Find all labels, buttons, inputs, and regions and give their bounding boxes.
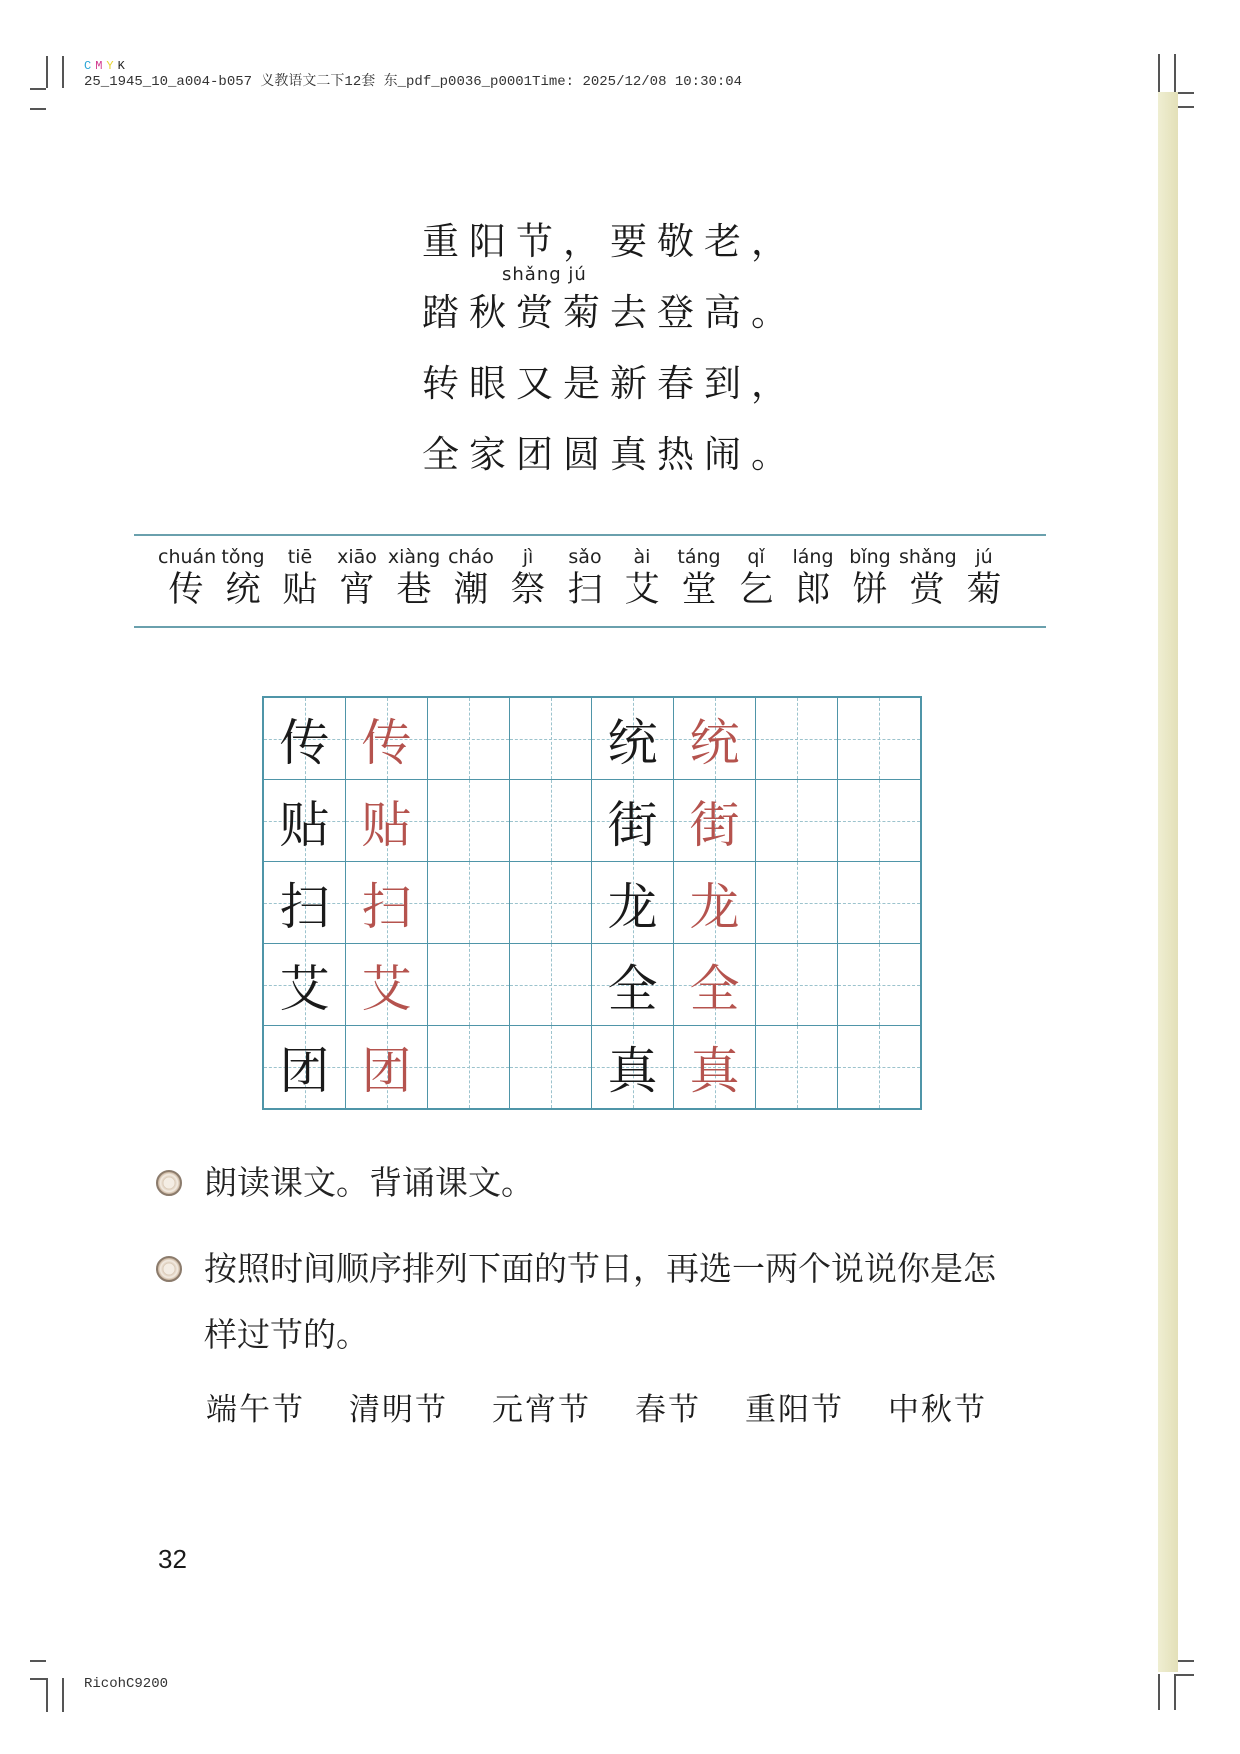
- vocab-item: [671, 546, 727, 612]
- grid-cell: [674, 862, 756, 944]
- grid-cell: [264, 698, 346, 780]
- cmyk-letter: M: [95, 59, 103, 73]
- vocab-item: [956, 546, 1012, 612]
- grid-cell: [838, 862, 920, 944]
- grid-cell: [346, 780, 428, 862]
- vocab-item: [443, 546, 499, 612]
- grid-cell: [756, 944, 838, 1026]
- grid-cell: [838, 698, 920, 780]
- vocab-item: [728, 546, 784, 612]
- festival-item: 元宵节: [492, 1392, 591, 1428]
- vocab-item: [329, 546, 385, 612]
- trace-character: 龙: [689, 877, 740, 936]
- crop-mark: [62, 56, 64, 88]
- vocab-character: 贴: [282, 570, 318, 610]
- vocab-character: 乞: [738, 570, 774, 610]
- vocab-item: [899, 546, 955, 612]
- vocab-item: [785, 546, 841, 612]
- trace-character: 艾: [361, 959, 412, 1018]
- model-character: 扫: [279, 877, 330, 936]
- grid-cell: [510, 698, 592, 780]
- grid-cell: [756, 698, 838, 780]
- vocab-item: [557, 546, 613, 612]
- cmyk-letter: C: [84, 59, 92, 73]
- grid-cell: [674, 944, 756, 1026]
- model-character: 统: [607, 713, 658, 772]
- model-character: 街: [607, 795, 658, 854]
- grid-cell: [428, 944, 510, 1026]
- grid-cell: [674, 780, 756, 862]
- trace-character: 传: [361, 713, 412, 772]
- grid-cell: [756, 862, 838, 944]
- grid-cell: [428, 698, 510, 780]
- poem-line: 重阳节，要敬老，: [422, 220, 798, 263]
- file-info: 25_1945_10_a004-b057 义教语文二下12套 东_pdf_p0036_p0001Time: 2025/12/08 10:30:04: [84, 74, 743, 90]
- crop-mark: [1174, 54, 1176, 92]
- vocab-item: [842, 546, 898, 612]
- vocab-character: 菊: [966, 570, 1002, 610]
- model-character: 艾: [279, 959, 330, 1018]
- vocab-pinyin: láng: [792, 546, 834, 568]
- trace-character: 真: [689, 1042, 740, 1100]
- grid-cell: [592, 780, 674, 862]
- vocab-pinyin: ài: [633, 546, 651, 568]
- crop-mark: [1174, 1674, 1176, 1710]
- writing-grid: [262, 696, 922, 1110]
- vocab-item: [215, 546, 271, 612]
- crop-mark: [46, 1678, 48, 1712]
- grid-cell: [592, 862, 674, 944]
- vocab-pinyin: sǎo: [568, 546, 602, 568]
- grid-cell: [510, 780, 592, 862]
- poem-pinyin-note: shǎng jú: [502, 264, 587, 285]
- grid-cell: [264, 944, 346, 1026]
- festival-item: 春节: [635, 1392, 701, 1428]
- grid-cell: [592, 944, 674, 1026]
- printer-footer: RicohC9200: [84, 1676, 169, 1692]
- crop-mark: [30, 1660, 46, 1662]
- grid-cell: [346, 698, 428, 780]
- poem-line: 全家团圆真热闹。: [422, 433, 798, 476]
- poem: [422, 212, 798, 496]
- crop-mark: [46, 56, 48, 88]
- grid-cell: [264, 1026, 346, 1108]
- grid-cell: [264, 780, 346, 862]
- vocab-character: 扫: [567, 570, 603, 610]
- crop-mark: [30, 88, 46, 90]
- exercise-2: [156, 1236, 1024, 1368]
- vocab-pinyin: jì: [522, 546, 534, 568]
- vocab-character: 统: [225, 570, 261, 610]
- grid-cell: [428, 780, 510, 862]
- grid-cell: [428, 1026, 510, 1108]
- page-edge-strip: [1158, 92, 1178, 1672]
- model-character: 传: [279, 713, 330, 772]
- vocab-character: 潮: [453, 570, 489, 610]
- festival-item: 中秋节: [888, 1392, 987, 1428]
- vocab-character: 堂: [681, 570, 717, 610]
- exercise-1: [156, 1150, 1024, 1216]
- crop-mark: [1158, 1674, 1160, 1710]
- festival-list: [206, 1384, 1031, 1429]
- trace-character: 团: [361, 1042, 412, 1100]
- grid-cell: [838, 1026, 920, 1108]
- poem-line: 转眼又是新春到，: [422, 362, 798, 405]
- grid-cell: [674, 698, 756, 780]
- cmyk-letter: Y: [106, 59, 114, 73]
- vocab-item: [500, 546, 556, 612]
- vocabulary-box: [134, 534, 1046, 628]
- poem-line: 踏秋赏菊去登高。: [422, 291, 798, 334]
- vocab-pinyin: táng: [677, 546, 721, 568]
- grid-cell: [592, 1026, 674, 1108]
- grid-cell: [346, 1026, 428, 1108]
- model-character: 龙: [607, 877, 658, 936]
- vocab-character: 艾: [624, 570, 660, 610]
- trace-character: 贴: [361, 795, 412, 854]
- crop-mark: [1174, 1674, 1194, 1676]
- vocab-item: [158, 546, 217, 612]
- crop-mark: [62, 1678, 64, 1712]
- vocab-character: 祭: [510, 570, 546, 610]
- exercise-text: 朗读课文。背诵课文。: [204, 1163, 534, 1202]
- grid-cell: [346, 862, 428, 944]
- vocab-pinyin: tǒng: [221, 546, 265, 568]
- vocab-item: [614, 546, 670, 612]
- grid-cell: [674, 1026, 756, 1108]
- exercise-icon: [156, 1256, 182, 1282]
- grid-cell: [838, 780, 920, 862]
- vocab-pinyin: qǐ: [747, 546, 765, 568]
- vocab-pinyin: xiàng: [387, 546, 441, 568]
- festival-item: 清明节: [349, 1392, 448, 1428]
- vocab-character: 赏: [909, 570, 945, 610]
- crop-mark: [30, 1678, 46, 1680]
- page-number: 32: [158, 1544, 187, 1574]
- trace-character: 街: [689, 795, 740, 854]
- vocab-pinyin: cháo: [448, 546, 494, 568]
- cmyk-marks: [84, 58, 742, 74]
- vocab-item: [272, 546, 328, 612]
- grid-cell: [510, 1026, 592, 1108]
- vocab-character: 郎: [795, 570, 831, 610]
- crop-mark: [30, 108, 46, 110]
- trace-character: 统: [689, 713, 740, 772]
- grid-cell: [510, 944, 592, 1026]
- grid-cell: [756, 1026, 838, 1108]
- model-character: 真: [607, 1042, 658, 1100]
- crop-mark: [1158, 54, 1160, 92]
- vocab-pinyin: bǐng: [849, 546, 891, 568]
- festival-item: 端午节: [206, 1392, 305, 1428]
- grid-cell: [838, 944, 920, 1026]
- trace-character: 全: [689, 959, 740, 1018]
- grid-cell: [428, 862, 510, 944]
- festival-item: 重阳节: [745, 1392, 844, 1428]
- model-character: 团: [279, 1042, 330, 1100]
- vocab-character: 宵: [339, 570, 375, 610]
- vocab-pinyin: chuán: [158, 546, 217, 568]
- model-character: 全: [607, 959, 658, 1018]
- vocab-item: [386, 546, 442, 612]
- vocab-pinyin: jú: [975, 546, 993, 568]
- print-header: [84, 58, 742, 90]
- grid-cell: [264, 862, 346, 944]
- exercise-text: 按照时间顺序排列下面的节日，再选一两个说说你是怎样过节的。: [204, 1249, 996, 1354]
- grid-cell: [346, 944, 428, 1026]
- exercise-icon: [156, 1170, 182, 1196]
- trace-character: 扫: [361, 877, 412, 936]
- grid-cell: [510, 862, 592, 944]
- vocab-character: 传: [168, 570, 204, 610]
- vocab-pinyin: xiāo: [337, 546, 377, 568]
- vocab-pinyin: shǎng: [899, 546, 957, 568]
- cmyk-letter: K: [117, 59, 125, 73]
- model-character: 贴: [279, 795, 330, 854]
- vocab-character: 巷: [396, 570, 432, 610]
- vocab-pinyin: tiē: [287, 546, 313, 568]
- grid-cell: [592, 698, 674, 780]
- grid-cell: [756, 780, 838, 862]
- vocab-character: 饼: [852, 570, 888, 610]
